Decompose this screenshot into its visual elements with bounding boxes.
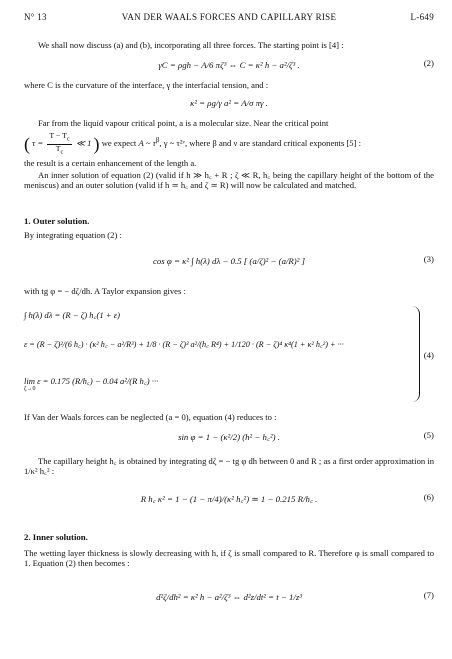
fraction-reduced-temperature: $\frac{T - T_c}{T_c}$ bbox=[49, 131, 70, 156]
limit-subscript: ζ→0 bbox=[24, 386, 36, 393]
left-paren: ( bbox=[24, 133, 30, 154]
paragraph-critical-b: ( τ = $\frac{T - T_c}{T_c}$ ≪ 1 ) we expect A ~ $\tau^\beta$, γ ~ τ²ᵛ, where β and ν are standard critical exponents [5] : bbox=[24, 131, 361, 156]
paragraph-capillary-height: The capillary height h꜀ is obtained by integrating dζ = − tg φ dh between 0 and R ; as a first order approximation in 1/κ² h꜀² : bbox=[24, 456, 434, 477]
paragraph-enhancement: the result is a certain enhancement of the length a. bbox=[24, 158, 197, 168]
equation-7-number: (7) bbox=[423, 590, 434, 600]
running-title: VAN DER WAALS FORCES AND CAPILLARY RISE bbox=[121, 12, 337, 22]
paragraph-taylor: with tg φ = − dζ/dh. A Taylor expansion gives : bbox=[24, 286, 186, 296]
equation-5: sin φ = 1 − (κ²/2) (h² − h꜀²) . bbox=[178, 432, 280, 442]
paragraph-critical-a: Far from the liquid vapour critical point, a is a molecular size. Near the critical point bbox=[38, 118, 329, 128]
paragraph-intro: We shall now discuss (a) and (b), incorporating all three forces. The starting point is [4] : bbox=[38, 40, 344, 50]
equation-4-line-3-body: lim ε = 0.175 (R/h꜀) − 0.04 a²/(R h꜀) ··· bbox=[24, 376, 159, 386]
page-number: L-649 bbox=[410, 12, 434, 22]
equation-6-number: (6) bbox=[423, 492, 434, 502]
paragraph-wetting-layer: The wetting layer thickness is slowly decreasing with h, if ζ is small compared to R. Therefore φ is small compared to 1. Equation (2) then becomes : bbox=[24, 548, 434, 569]
equation-4-line-1: ∫ h(λ) dλ = (R − ζ) h꜀(1 + ε) bbox=[24, 310, 120, 320]
equation-4-line-2: ε = (R − ζ)²/(6 h꜀) · (κ² h꜀ − a²/R³) + 1/8 · (R − ζ)³ a²/(h꜀ R⁴) + 1/120 · (R − ζ)⁴ κ⁴(1 + κ² h꜀²) + ··· bbox=[24, 340, 344, 349]
equation-7: d²ζ/dh² = κ² h − a²/ζ³ ⇔ d²z/dt² = t − 1/z³ bbox=[156, 592, 302, 602]
equation-4-number: (4) bbox=[423, 350, 434, 360]
paragraph-neglect-vdw: If Van der Waals forces can be neglected (a = 0), equation (4) reduces to : bbox=[24, 412, 277, 422]
equation-kappa: κ² = ρg/γ a² = A/σ πγ . bbox=[190, 98, 268, 108]
equation-4-line-3 bbox=[24, 376, 434, 395]
paragraph-integrating: By integrating equation (2) : bbox=[24, 230, 122, 240]
paragraph-solutions: An inner solution of equation (2) (valid if h ≫ h꜀ + R ; ζ ≪ R, h꜀ being the capillary height of the bottom of the meniscus) and an outer solution (valid if h ≃ h꜀ and ζ ≃ R) will now be calculated and matched. bbox=[24, 170, 434, 191]
equation-2 bbox=[24, 58, 434, 72]
equation-2-body: γC = ρgh − A/6 πζ³ ⇔ C = κ² h − a²/ζ³ . bbox=[158, 60, 300, 70]
critical-exponents-text: , γ ~ τ²ᵛ, where β and ν are standard critical exponents [5] : bbox=[159, 138, 361, 149]
equation-3: cos φ = κ² ∫ h(λ) dλ − 0.5 [ (a/ζ)² − (a/R)² ] bbox=[153, 256, 305, 266]
equation-4-brace bbox=[411, 306, 420, 402]
equation-5-number: (5) bbox=[423, 430, 434, 440]
section-heading-inner: 2. Inner solution. bbox=[24, 532, 88, 542]
running-header bbox=[24, 12, 434, 26]
issue-number: N° 13 bbox=[24, 12, 47, 22]
equation-6: R h꜀ κ² = 1 − (1 − π/4)/(κ² h꜀²) ≃ 1 − 0.215 R/h꜀ . bbox=[140, 494, 318, 504]
equation-3-number: (3) bbox=[423, 254, 434, 264]
equation-2-number: (2) bbox=[423, 58, 434, 68]
section-heading-outer: 1. Outer solution. bbox=[24, 216, 90, 226]
paragraph-curvature: where C is the curvature of the interface, γ the interfacial tension, and : bbox=[24, 80, 269, 90]
